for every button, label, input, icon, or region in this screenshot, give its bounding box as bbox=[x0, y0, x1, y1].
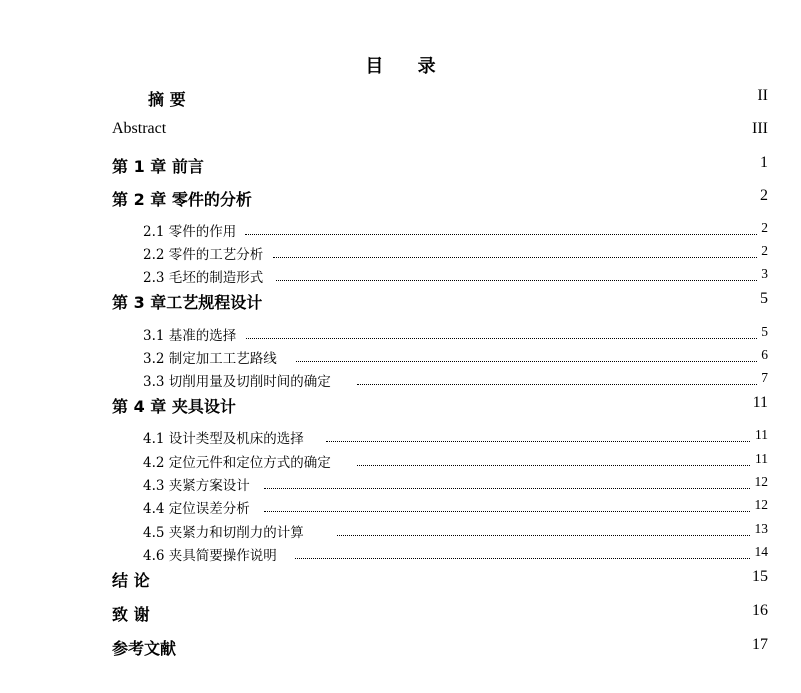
toc-entry-4-2[interactable] bbox=[0, 451, 801, 475]
toc-entry-page: 2 bbox=[761, 220, 768, 235]
toc-entry-4-1[interactable] bbox=[0, 427, 801, 451]
leader-dots bbox=[357, 384, 757, 385]
toc-entry-label: 2.2 零件的工艺分析 bbox=[143, 247, 264, 263]
toc-entry-3-3[interactable] bbox=[0, 370, 801, 394]
toc-entry-4-5[interactable] bbox=[0, 521, 801, 545]
toc-entry-conclusion[interactable] bbox=[0, 568, 801, 592]
leader-dots bbox=[295, 558, 750, 559]
toc-entry-page: 12 bbox=[754, 497, 768, 512]
leader-dots bbox=[326, 441, 750, 442]
toc-entry-4-3[interactable] bbox=[0, 474, 801, 498]
toc-entry-label: 摘 要 bbox=[148, 90, 186, 109]
toc-entry-page: 14 bbox=[754, 544, 768, 559]
toc-entry-page: 16 bbox=[752, 602, 768, 619]
toc-entry-label: 4.5 夹紧力和切削力的计算 bbox=[143, 525, 304, 541]
leader-dots bbox=[273, 257, 757, 258]
toc-entry-label: 第 2 章 零件的分析 bbox=[112, 190, 252, 209]
toc-entry-label: 第 3 章工艺规程设计 bbox=[112, 293, 263, 312]
toc-entry-2-3[interactable] bbox=[0, 266, 801, 290]
toc-entry-label: 第 4 章 夹具设计 bbox=[112, 397, 236, 416]
toc-entry-label: 4.3 夹紧方案设计 bbox=[143, 478, 250, 494]
toc-entry-page: 11 bbox=[755, 427, 768, 442]
toc-entry-label: 4.2 定位元件和定位方式的确定 bbox=[143, 455, 331, 471]
toc-entry-label: 2.3 毛坯的制造形式 bbox=[143, 270, 264, 286]
leader-dots bbox=[296, 361, 757, 362]
leader-dots bbox=[337, 535, 750, 536]
toc-entry-page: 12 bbox=[754, 474, 768, 489]
toc-entry-page: 1 bbox=[760, 154, 768, 171]
toc-entry-page: 11 bbox=[752, 394, 768, 411]
toc-entry-page: 5 bbox=[761, 324, 768, 339]
toc-entry-page: 3 bbox=[761, 266, 768, 281]
toc-entry-label: 4.4 定位误差分析 bbox=[143, 501, 250, 517]
toc-entry-label: 3.3 切削用量及切削时间的确定 bbox=[143, 374, 331, 390]
toc-entry-page: 2 bbox=[760, 187, 768, 204]
toc-entry-label: 参考文献 bbox=[112, 639, 177, 658]
toc-entry-chapter-4[interactable] bbox=[0, 394, 801, 418]
toc-entry-references[interactable] bbox=[0, 636, 801, 660]
toc-entry-page: 15 bbox=[752, 568, 768, 585]
leader-dots bbox=[357, 465, 750, 466]
toc-entry-2-2[interactable] bbox=[0, 243, 801, 267]
leader-dots bbox=[264, 488, 750, 489]
toc-entry-chapter-1[interactable] bbox=[0, 154, 801, 178]
toc-entry-label: 致 谢 bbox=[112, 605, 150, 624]
toc-entry-chapter-3[interactable] bbox=[0, 290, 801, 314]
toc-entry-chapter-2[interactable] bbox=[0, 187, 801, 211]
toc-entry-page: 11 bbox=[755, 451, 768, 466]
toc-entry-page: 2 bbox=[761, 243, 768, 258]
toc-entry-page: III bbox=[752, 120, 768, 137]
leader-dots bbox=[246, 338, 757, 339]
leader-dots bbox=[264, 511, 750, 512]
toc-entry-label: Abstract bbox=[112, 120, 167, 137]
toc-entry-abstract-en[interactable] bbox=[0, 120, 801, 144]
toc-entry-3-1[interactable] bbox=[0, 324, 801, 348]
toc-entry-2-1[interactable] bbox=[0, 220, 801, 244]
toc-entry-label: 3.1 基准的选择 bbox=[143, 328, 237, 344]
toc-entry-page: 13 bbox=[754, 521, 768, 536]
toc-entry-page: II bbox=[757, 87, 768, 104]
toc-entry-label: 第 1 章 前言 bbox=[112, 157, 204, 176]
toc-entry-3-2[interactable] bbox=[0, 347, 801, 371]
toc-entry-label: 2.1 零件的作用 bbox=[143, 224, 237, 240]
toc-entry-label: 4.1 设计类型及机床的选择 bbox=[143, 431, 304, 447]
leader-dots bbox=[245, 234, 757, 235]
toc-entry-page: 5 bbox=[760, 290, 768, 307]
toc-entry-page: 6 bbox=[761, 347, 768, 362]
toc-entry-label: 4.6 夹具简要操作说明 bbox=[143, 548, 277, 564]
toc-entry-acknowledgements[interactable] bbox=[0, 602, 801, 626]
toc-entry-label: 3.2 制定加工工艺路线 bbox=[143, 351, 277, 367]
toc-entry-page: 17 bbox=[752, 636, 768, 653]
toc-title: 目 录 bbox=[365, 56, 450, 77]
toc-entry-label: 结 论 bbox=[112, 571, 150, 590]
toc-entry-page: 7 bbox=[761, 370, 768, 385]
leader-dots bbox=[276, 280, 757, 281]
toc-entry-4-6[interactable] bbox=[0, 544, 801, 568]
toc-entry-abstract-cn[interactable] bbox=[0, 87, 801, 111]
toc-entry-4-4[interactable] bbox=[0, 497, 801, 521]
